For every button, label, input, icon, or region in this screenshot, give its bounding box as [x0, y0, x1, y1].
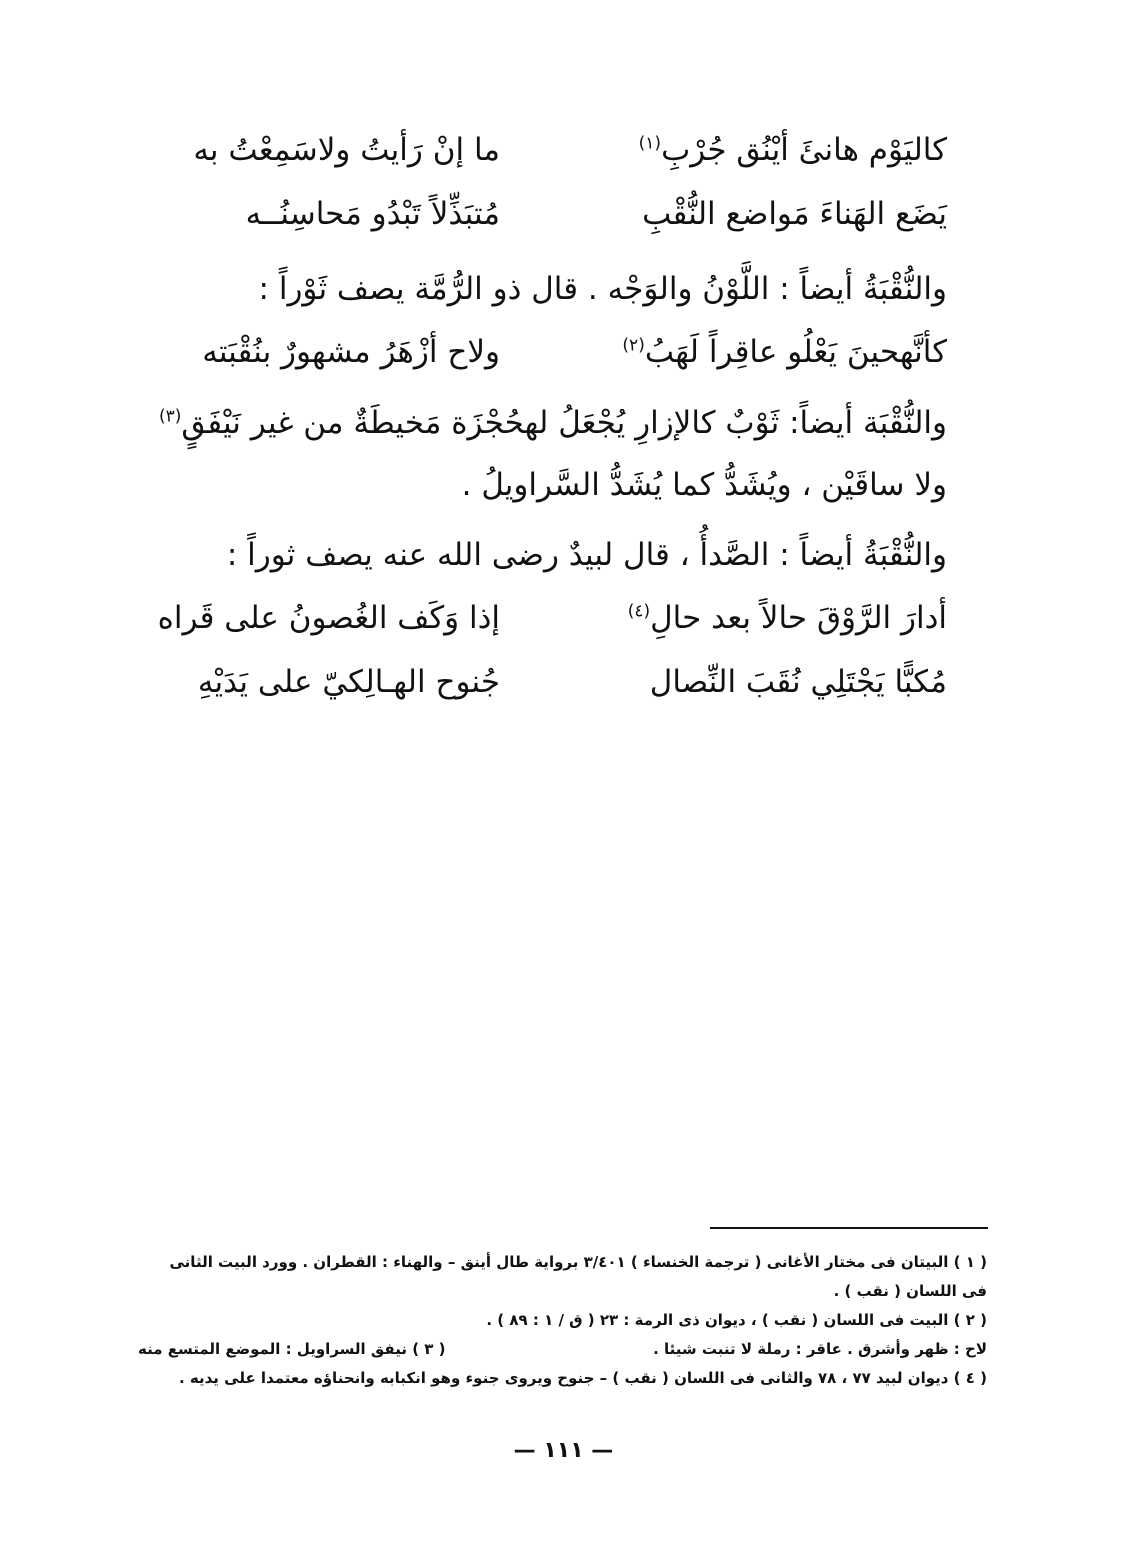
verse-hemistich: ما إنْ رَأيتُ ولاسَمِعْتُ به — [193, 132, 500, 168]
footnote-1-continued: فى اللسان ( نقب ) . — [833, 1282, 987, 1300]
footnote-2-3-line — [138, 1335, 987, 1364]
verse-hemistich — [527, 320, 947, 384]
footnote-1: ( ١ ) البيتان فى مختار الأغانى ( ترجمة الخنساء ) ٣/٤٠١ برواية طال أينق – والهناء : القطران . وورد البيت الثانى — [169, 1253, 987, 1271]
spacer — [170, 246, 947, 258]
verse-hemistich: يَضَع الهَناءَ مَواضع النُّقْبِ — [642, 196, 947, 232]
verse-hemistich: مُتبَذِّلاً تَبْدُو مَحاسِنُــه — [245, 196, 500, 232]
page-number: — ١١١ — — [513, 1438, 614, 1463]
verse-hemistich — [527, 586, 947, 650]
footnote-2: ( ٢ ) البيت فى اللسان ( نقب ) ، ديوان ذى الرمة : ٢٣ ( ق / ١ : ٨٩ ) . — [486, 1311, 987, 1329]
footnote-marker: (٢) — [622, 335, 645, 356]
prose-paragraph — [158, 392, 947, 454]
hemistich-text: كأنَّهحينَ يَعْلُو عاقِراً لَهَبُ — [644, 334, 947, 370]
footnote-2-continued: لاح : ظهر وأشرق . عاقر : رملة لا تنبت شيئا . — [653, 1340, 987, 1358]
verse-line-5 — [170, 650, 947, 714]
hemistich-text: كاليَوْم هانئَ أيْنُق جُرْبِ — [661, 132, 947, 168]
spacer — [170, 384, 947, 392]
footnote-marker: (١) — [638, 133, 662, 154]
prose-paragraph: والنُّقْبَةُ أيضاً : اللَّوْنُ والوَجْه . قال ذو الرُّمَّة يصف ثَوْراً : — [258, 271, 947, 307]
verse-hemistich: ولاح أزْهَرُ مشهورٌ بنُقْبَته — [202, 334, 500, 370]
verse-line-1 — [170, 118, 947, 182]
verse-line-3 — [170, 320, 947, 384]
prose-text: والنُّقْبَة أيضاً: ثَوْبٌ كالإزارِ يُجْعَلُ لهحُجْزَة مَخيطَةٌ من غير نَيْفَقٍ — [181, 405, 947, 441]
hemistich-text: أدارَ الرَّوْقَ حالاً بعد حالِ — [650, 600, 947, 636]
footnote-4: ( ٤ ) ديوان لبيد ٧٧ ، ٧٨ والثانى فى اللسان ( نقب ) – جنوح ويروى جنوء وهو انكبابه وانحناؤه معتمدا على يديه . — [178, 1369, 987, 1387]
prose-paragraph-continued: ولا ساقَيْن ، ويُشَدُّ كما يُشَدُّ السَّراويلُ . — [461, 467, 947, 503]
footnotes — [138, 1248, 987, 1393]
verse-hemistich — [527, 118, 947, 182]
footnote-marker: (٣) — [158, 406, 182, 427]
verse-hemistich: مُكبًّا يَجْتَلِي نُقَبَ النِّصال — [649, 664, 947, 700]
footnote-3: ( ٣ ) نيفق السراويل : الموضع المتسع منه — [138, 1340, 446, 1358]
footnote-marker: (٤) — [627, 601, 651, 622]
footnote-separator — [710, 1227, 988, 1229]
verse-line-4 — [157, 586, 947, 650]
verse-hemistich: إذا وَكَف الغُصونُ على قَراه — [157, 600, 500, 636]
verse-line-2 — [170, 182, 947, 246]
prose-paragraph: والنُّقْبَةُ أيضاً : الصَّدأُ ، قال لبيدٌ رضى الله عنه يصف ثوراً : — [226, 537, 947, 573]
spacer — [170, 516, 947, 524]
main-text — [157, 118, 947, 714]
verse-hemistich: جُنوح الهـالِكيّ على يَدَيْهِ — [197, 664, 500, 700]
